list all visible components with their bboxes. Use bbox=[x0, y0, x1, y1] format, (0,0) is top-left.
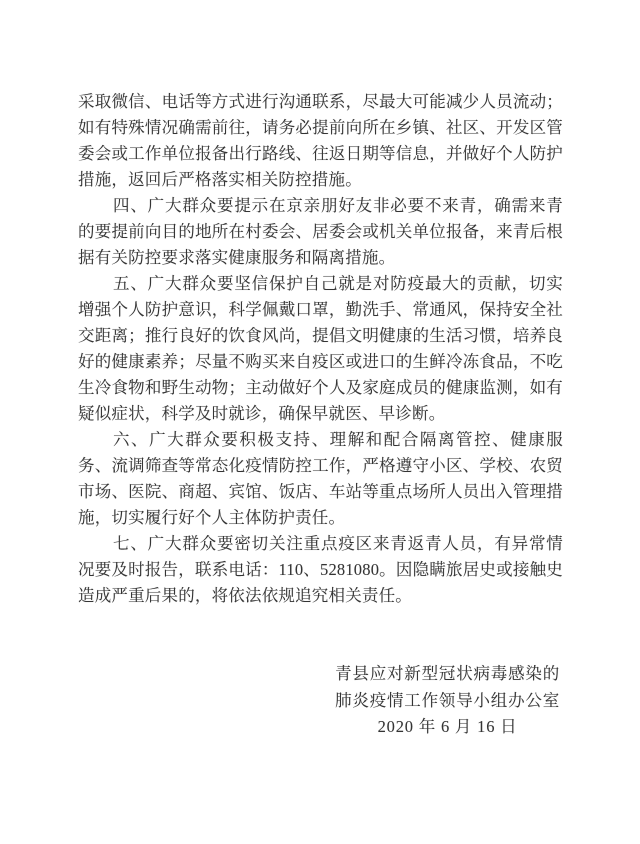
paragraph-item-6: 六、广大群众要积极支持、理解和配合隔离管控、健康服务、流调筛查等常态化疫情防控工作，严格遵守小区、学校、农贸市场、医院、商超、宾馆、饭店、车站等重点场所人员出入管理措施，切实履行好个人主体防护责任。 bbox=[78, 430, 563, 527]
paragraph-item-7: 七、广大群众要密切关注重点疫区来青返青人员，有异常情况要及时报告，联系电话：110、5281080。因隐瞒旅居史或接触史造成严重后果的，将依法依规追究相关责任。 bbox=[78, 534, 563, 605]
signature-block bbox=[335, 661, 560, 741]
signature-org-line-1: 青县应对新型冠状病毒感染的 bbox=[335, 664, 560, 683]
paragraph-continuation: 采取微信、电话等方式进行沟通联系，尽最大可能减少人员流动；如有特殊情况确需前往，请务必提前向所在乡镇、社区、开发区管委会或工作单位报备出行路线、往返日期等信息，并做好个人防护措施，返回后严格落实相关防控措施。 bbox=[78, 92, 563, 189]
signature-date: 2020 年 6 月 16 日 bbox=[377, 717, 518, 736]
signature-org-line-2: 肺炎疫情工作领导小组办公室 bbox=[335, 690, 560, 710]
paragraph-item-5: 五、广大群众要坚信保护自己就是对防疫最大的贡献，切实增强个人防护意识，科学佩戴口罩，勤洗手、常通风，保持安全社交距离；推行良好的饮食风尚，提倡文明健康的生活习惯，培养良好的健康素养；尽量不购买来自疫区或进口的生鲜冷冻食品，不吃生冷食物和野生动物；主动做好个人及家庭成员的健康监测，如有疑似症状，科学及时就诊，确保早就医、早诊断。 bbox=[78, 274, 563, 423]
paragraph-item-4: 四、广大群众要提示在京亲朋好友非必要不来青，确需来青的要提前向目的地所在村委会、居委会或机关单位报备，来青后根据有关防控要求落实健康服务和隔离措施。 bbox=[78, 196, 563, 267]
